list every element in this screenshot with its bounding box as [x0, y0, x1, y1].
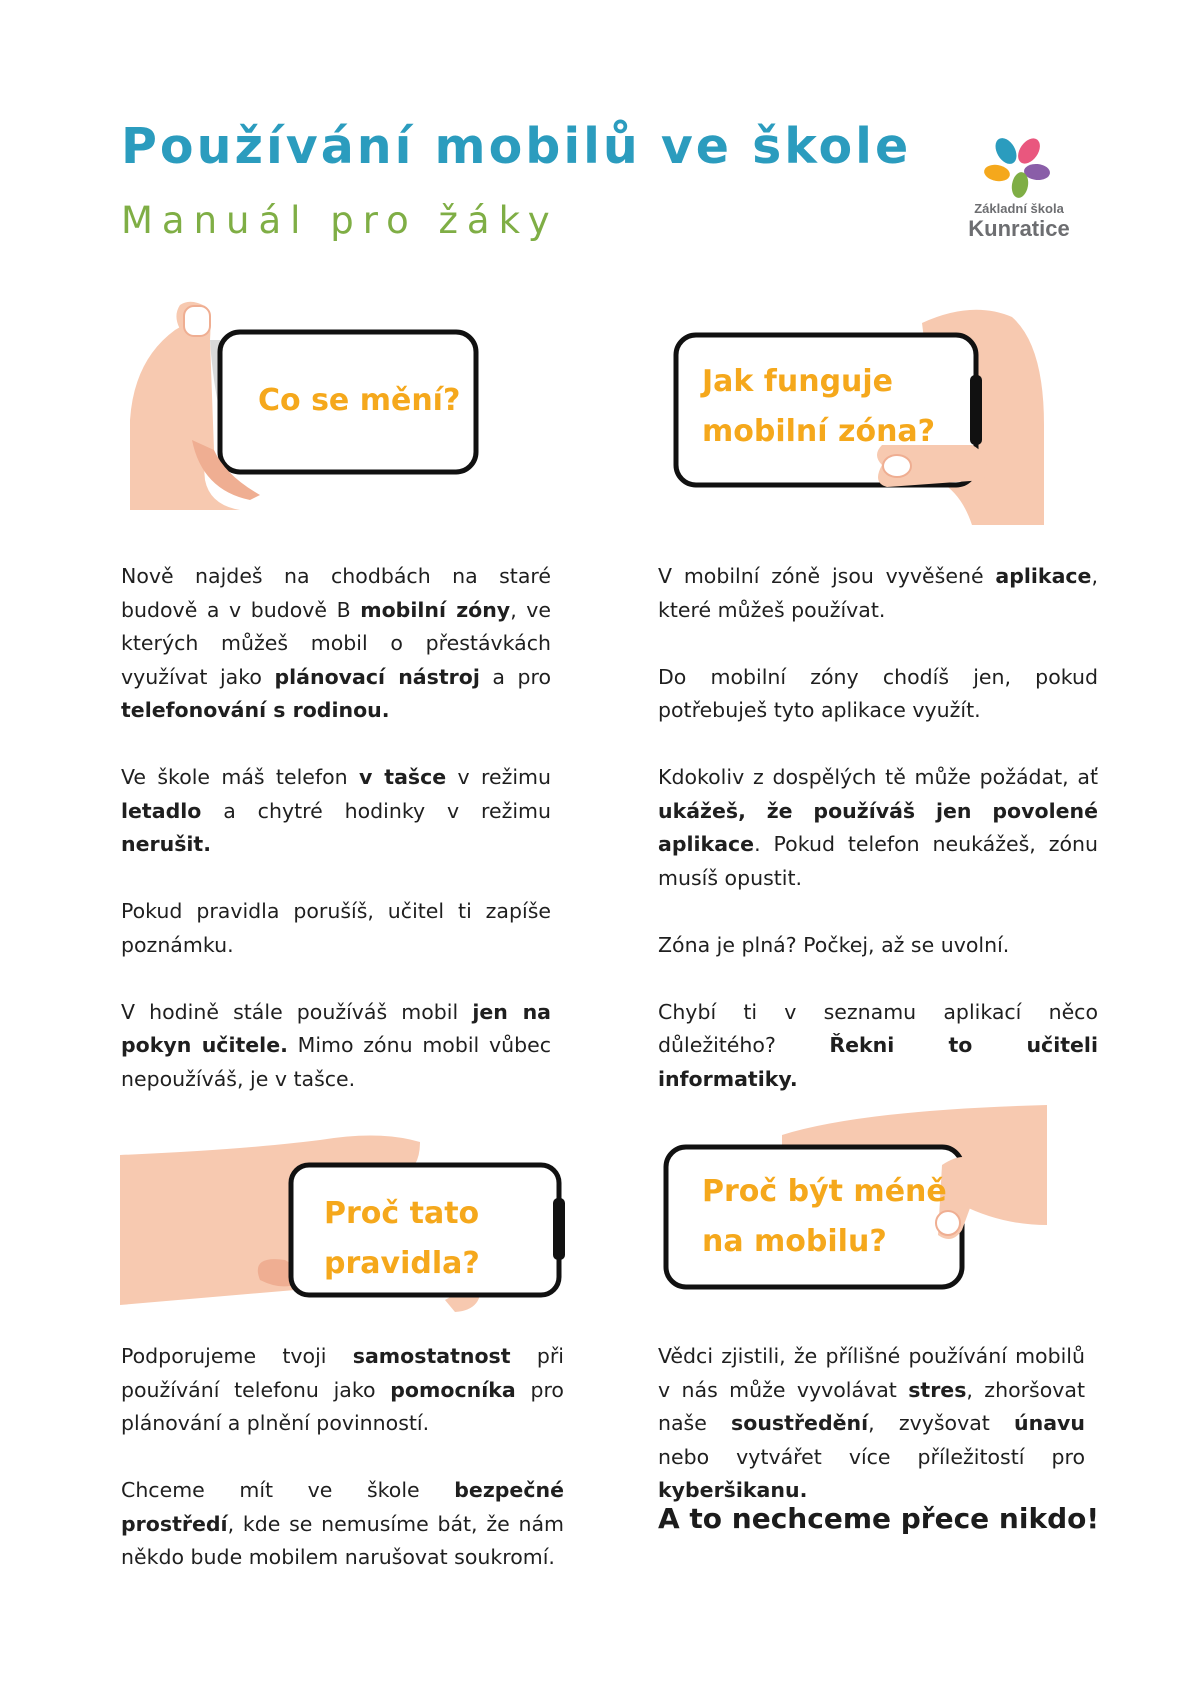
school-logo	[962, 135, 1076, 245]
bold-text: aplikace	[995, 564, 1092, 588]
logo-petal	[983, 163, 1011, 183]
text-run: , ve kterých můžeš mobil o přestávkách využívat jako	[121, 597, 552, 689]
paragraph	[658, 1340, 1085, 1508]
phone-illustration-3	[120, 1130, 570, 1320]
text-run: Kdokoliv z dospělých tě může požádat, ať	[658, 765, 1098, 789]
page-title: Používání mobilů ve škole	[121, 118, 912, 175]
paragraph	[658, 996, 1098, 1097]
bold-text: v tašce	[358, 765, 447, 789]
section-question-line-1: Proč tato	[324, 1196, 480, 1231]
bold-text: pomocníka	[390, 1377, 516, 1402]
text-run: a pro	[479, 664, 551, 689]
section-question-line-2: mobilní zóna?	[702, 414, 936, 449]
text-run: Chceme mít ve škole	[121, 1478, 455, 1502]
text-run: Vědci zjistili, že přílišné používání mobilů v nás může vyvolávat	[658, 1344, 1085, 1402]
paragraph	[121, 1340, 564, 1441]
bold-text: samostatnost	[352, 1344, 511, 1368]
text-run: , zvyšovat	[868, 1411, 1015, 1435]
phone-illustration-1	[130, 300, 490, 510]
text-run: V mobilní zóně jsou vyvěšené	[658, 564, 996, 588]
text-run: v režimu	[446, 765, 551, 789]
text-run: Podporujeme tvoji	[121, 1344, 353, 1368]
section-question-line-1: Jak funguje	[702, 364, 894, 399]
section-3-text	[121, 1340, 564, 1575]
section-4-text	[658, 1340, 1085, 1508]
bold-text: letadlo	[121, 798, 202, 823]
bold-text: mobilní zóny	[360, 597, 511, 622]
text-run: , které můžeš používat.	[658, 564, 1098, 622]
logo-text-small: Základní škola	[974, 201, 1064, 216]
text-run: Chybí ti v seznamu aplikací něco důležitého?	[658, 999, 1098, 1057]
flower-logo-icon	[980, 135, 1058, 199]
text-run: Ve škole máš telefon	[121, 765, 359, 789]
logo-petal	[991, 135, 1021, 168]
text-run: V hodině stále používáš mobil	[121, 999, 473, 1024]
bold-text: nerušit.	[121, 832, 212, 856]
bold-text: plánovací nástroj	[274, 664, 480, 689]
logo-petal	[1014, 135, 1045, 168]
section-1-text	[121, 560, 551, 1096]
logo-text-large: Kunratice	[968, 216, 1070, 241]
bold-text: únavu	[1014, 1411, 1085, 1435]
paragraph	[121, 761, 551, 862]
text-run: Zóna je plná? Počkej, až se uvolní.	[658, 932, 1010, 957]
paragraph	[658, 761, 1098, 895]
text-run: a chytré hodinky v režimu	[201, 798, 551, 823]
phone-illustration-4	[662, 1105, 1047, 1320]
text-run: nebo vytvářet více příležitostí pro	[658, 1444, 1085, 1469]
bold-text: soustředění	[731, 1411, 869, 1435]
closing-statement: A to nechceme přece nikdo!	[658, 1502, 1100, 1535]
paragraph	[658, 560, 1098, 627]
text-run: pro plánování a plnění povinností.	[121, 1377, 564, 1435]
text-run: Nově najdeš na chodbách na staré budově a v budově B	[121, 564, 551, 622]
paragraph	[121, 1474, 564, 1575]
bold-text: telefonování s rodinou.	[121, 698, 390, 722]
paragraph	[121, 560, 551, 728]
bold-text: bezpečné prostředí	[121, 1478, 564, 1536]
section-2-text	[658, 560, 1098, 1096]
bold-text: Řekni to učiteli informatiky.	[658, 1033, 1098, 1091]
text-run: Do mobilní zóny chodíš jen, pokud potřebuješ tyto aplikace využít.	[658, 664, 1098, 722]
section-question-line-2: pravidla?	[324, 1246, 480, 1281]
section-question-line-1: Proč být méně	[702, 1174, 947, 1209]
phone-illustration-2	[672, 305, 1044, 525]
paragraph	[658, 661, 1098, 728]
text-run: Pokud pravidla porušíš, učitel ti zapíše poznámku.	[121, 899, 551, 957]
section-question: Co se mění?	[258, 383, 461, 418]
bold-text: ukážeš, že používáš jen povolené aplikace	[658, 798, 1098, 856]
text-run: při používání telefonu jako	[121, 1344, 565, 1402]
paragraph	[121, 895, 551, 962]
page-subtitle: Manuál pro žáky	[121, 199, 559, 242]
bold-text: stres	[908, 1377, 967, 1402]
paragraph	[121, 996, 551, 1097]
paragraph	[658, 929, 1098, 963]
bold-text: jen na pokyn učitele.	[121, 999, 551, 1057]
text-run: , zhoršovat naše	[658, 1377, 1085, 1435]
text-run: Mimo zónu mobil vůbec nepoužíváš, je v tašce.	[121, 1033, 551, 1091]
bold-text: kyberšikanu.	[658, 1478, 808, 1502]
section-question-line-2: na mobilu?	[702, 1224, 887, 1259]
text-run: , kde se nemusíme bát, že nám někdo bude mobilem narušovat soukromí.	[121, 1511, 564, 1569]
text-run: . Pokud telefon neukážeš, zónu musíš opustit.	[658, 832, 1098, 890]
